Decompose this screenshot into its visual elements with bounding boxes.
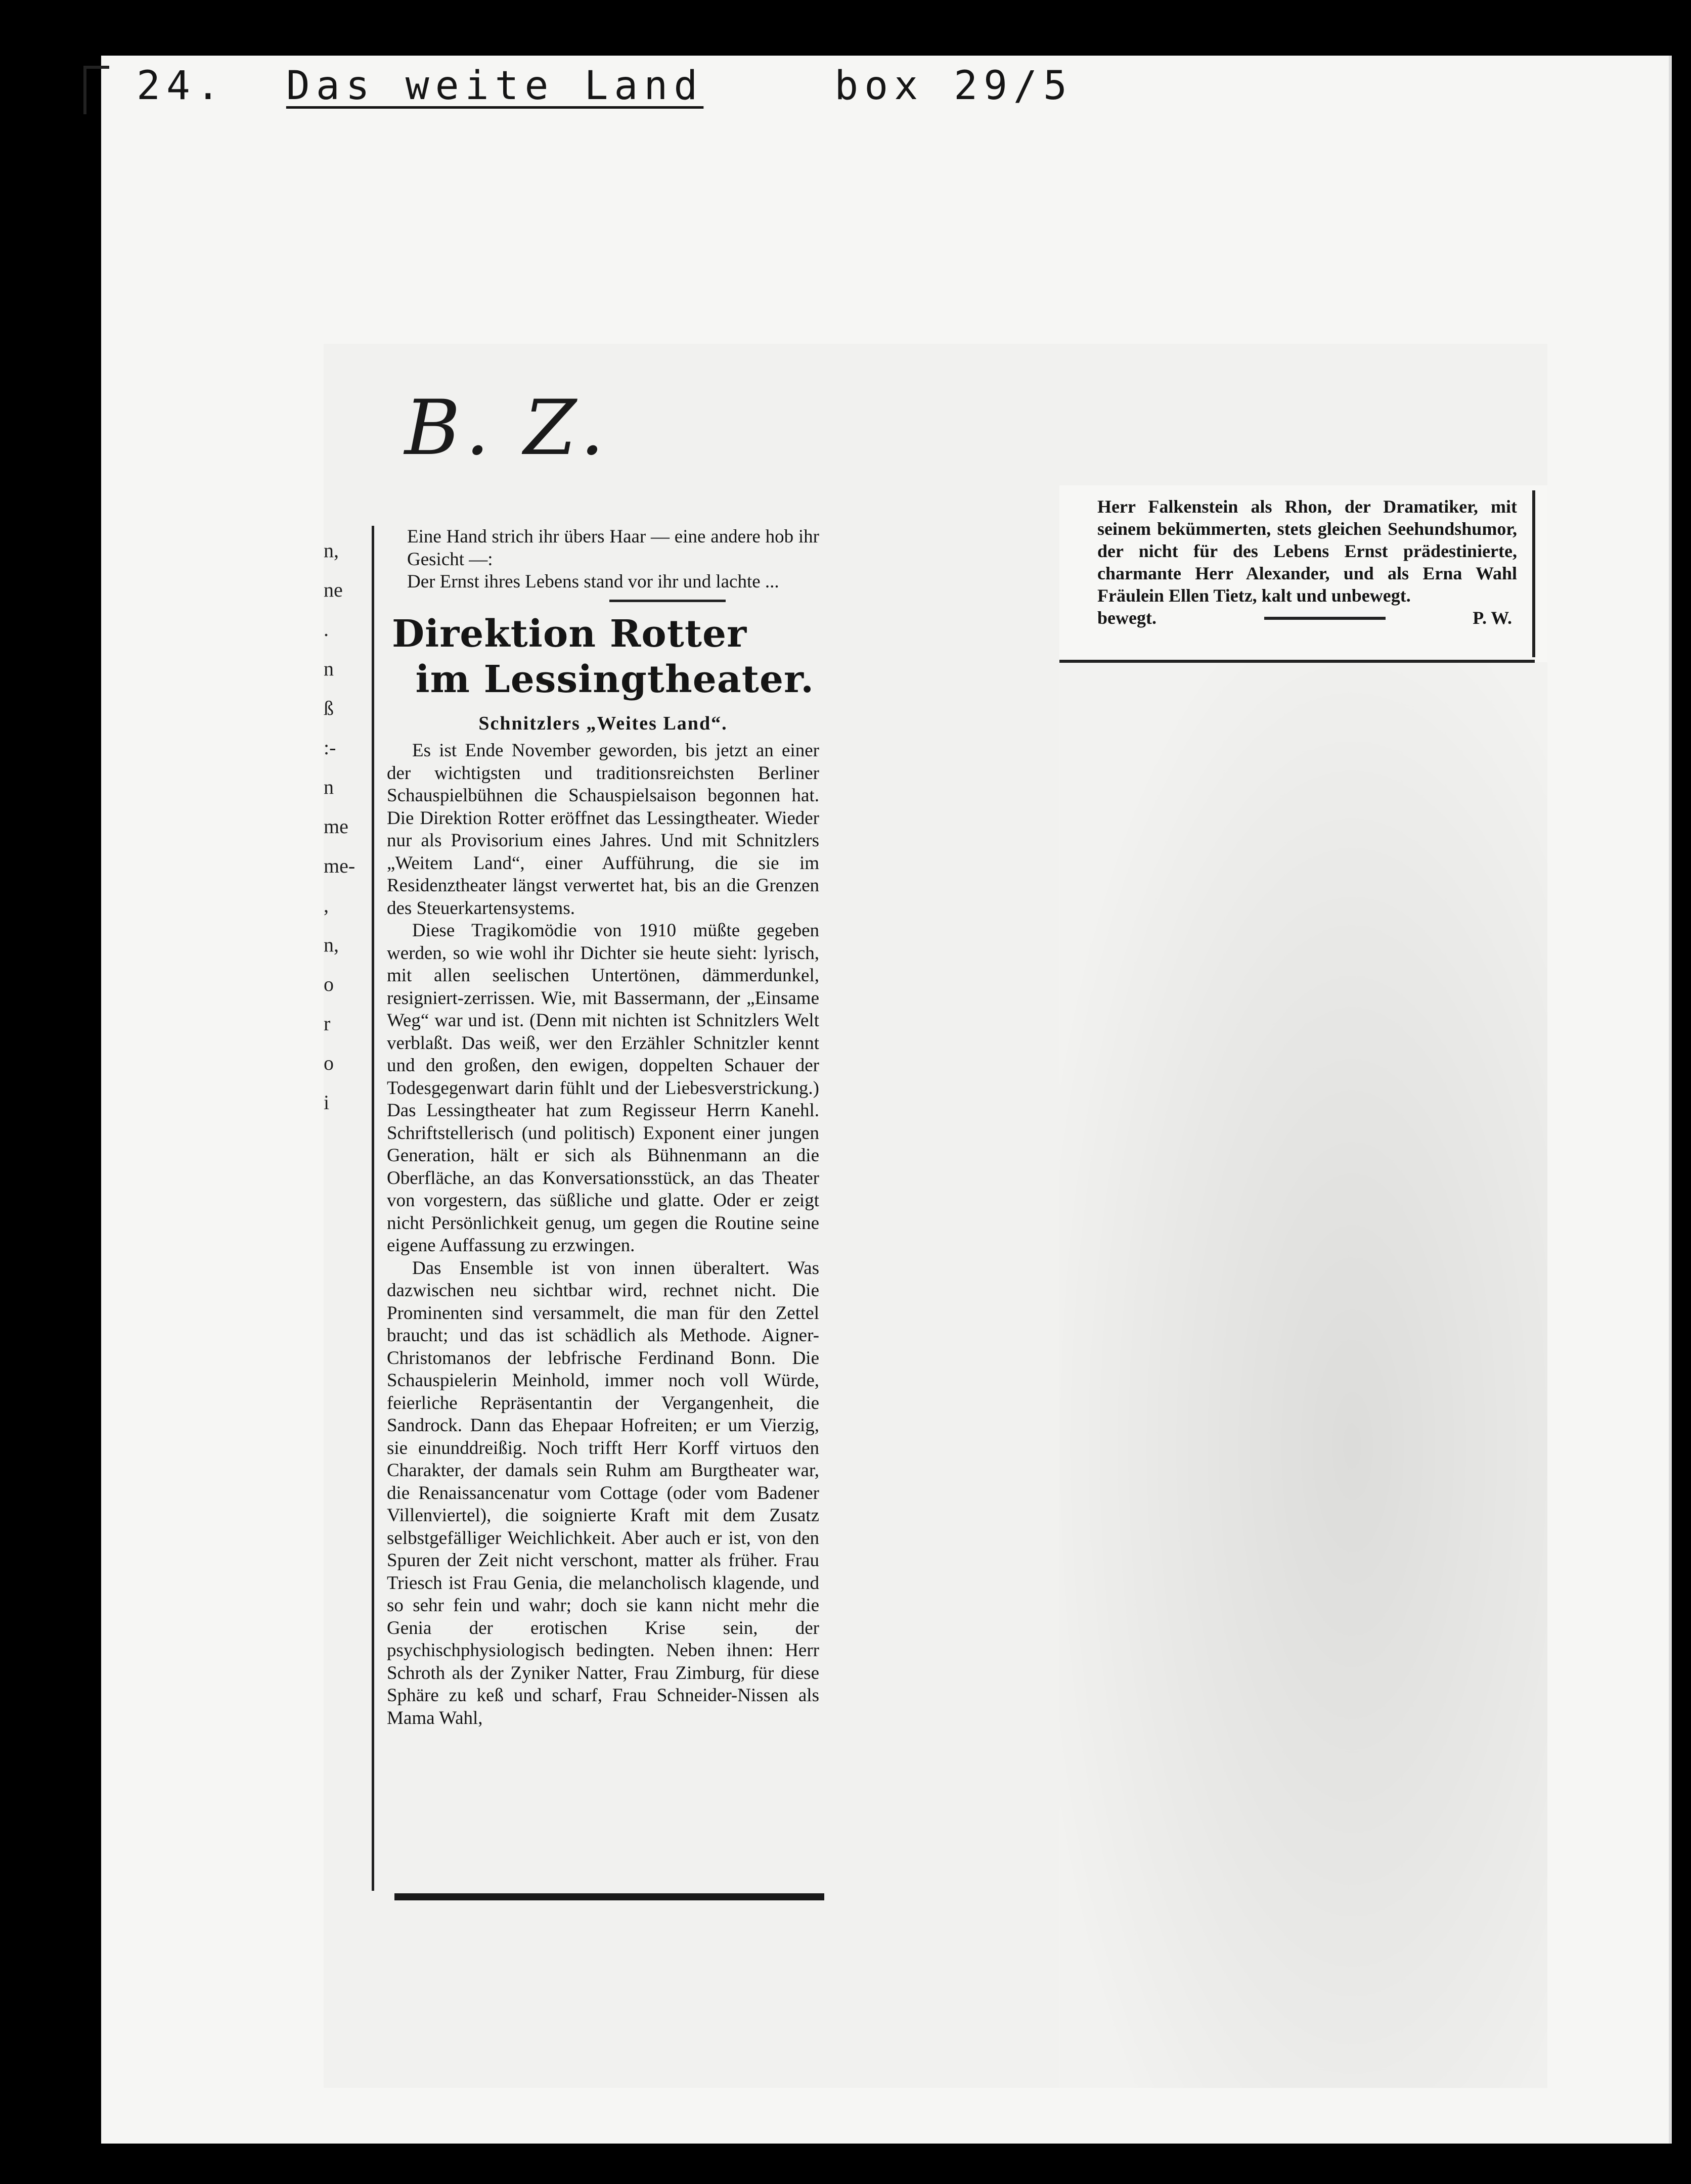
card-number: 24. xyxy=(137,63,226,109)
edge-char: me- xyxy=(324,854,355,877)
edge-char: :- xyxy=(324,736,336,759)
card-header xyxy=(137,63,1073,109)
article-end-rule xyxy=(394,1893,824,1900)
article-paragraph: Es ist Ende November geworden, bis jetzt an einer der wichtigsten und traditionsreichsten Berliner Schauspielbühnen die Schauspielsaison begonnen hat. Die Direktion Rotter eröffnet das Lessingtheater. Wieder nur als Provisorium eines Jahres. Und mit Schnitzlers „Weitem Land“, einer Aufführung, die sie im Residenztheater längst verwertet hat, bis an die Grenzen des Steuerkartensystems. xyxy=(387,740,819,919)
edge-char: n, xyxy=(324,933,339,956)
edge-char: . xyxy=(324,618,329,641)
edge-char: r xyxy=(324,1012,331,1035)
headline-line-1: Direktion Rotter xyxy=(392,612,747,656)
article-continuation xyxy=(1077,490,1535,657)
article-headline xyxy=(387,611,819,702)
article-quote xyxy=(387,526,819,594)
edge-char: o xyxy=(324,1052,334,1074)
signature-rule xyxy=(1264,617,1386,620)
left-edge-fragment xyxy=(324,531,354,1122)
newspaper-article xyxy=(372,526,819,1891)
quote-line: Eine Hand strich ihr übers Haar — eine andere hob ihr Gesicht —: xyxy=(407,526,819,570)
continuation-tail: bewegt. xyxy=(1097,608,1156,628)
box-label: box 29/5 xyxy=(834,63,1073,109)
fragment-bottom-rule xyxy=(1059,660,1535,663)
continuation-text: Herr Falkenstein als Rhon, der Dramatiker, mit seinem bekümmerten, stets gleichen Seehundshumor, der nicht für des Lebens Ernst prädestinierte, charmante Herr Alexander, und als Erna Wahl Fräulein Ellen Tietz, kalt und unbewegt. xyxy=(1097,496,1517,606)
edge-char: n xyxy=(324,657,334,680)
corner-bracket xyxy=(83,66,109,114)
author-signature: P. W. xyxy=(1473,608,1512,628)
divider-rule xyxy=(609,600,726,602)
edge-char: n xyxy=(324,776,334,798)
edge-char: , xyxy=(324,894,329,917)
quote-line: Der Ernst ihres Lebens stand vor ihr und lachte ... xyxy=(407,571,779,592)
clipping-right-paper xyxy=(1059,662,1547,2088)
headline-line-2: im Lessingtheater. xyxy=(415,657,814,701)
handwritten-source-note: B. Z. xyxy=(405,384,609,472)
edge-char: i xyxy=(324,1091,330,1114)
article-paragraph: Diese Tragikomödie von 1910 müßte gegeben werden, so wie wohl ihr Dichter sie heute sieht: lyrisch, mit allen seelischen Untertönen, dämmerdunkel, resigniert-zerrissen. Wie, mit Bassermann, der „Einsame Weg“ war und ist. (Denn mit nichten ist Schnitzlers Welt verblaßt. Das weiß, wer den Erzähler Schnitzler kennt und den großen, den ewigen, doppelten Schauer der Todesgegenwart darin fühlt und der Liebesverstrickung.) Das Lessingtheater hat zum Regisseur Herrn Kanehl. Schriftstellerisch (und politisch) Exponent einer jungen Generation, hält er sich als Bühnenmann an die Oberfläche, an das Konversationsstück, an das Theater von vorgestern, das süßliche und glatte. Oder er zeigt nicht Persönlichkeit genug, um gegen die Routine seine eigene Auffassung zu erzwingen. xyxy=(387,920,819,1256)
signature-row xyxy=(1097,607,1517,632)
card-edge xyxy=(1669,56,1672,2144)
edge-char: me xyxy=(324,815,348,838)
article-subhead: Schnitzlers „Weites Land“. xyxy=(478,712,728,734)
edge-char: ß xyxy=(324,697,334,719)
article-paragraph: Das Ensemble ist von innen überaltert. Was dazwischen neu sichtbar wird, rechnet nicht. Die Prominenten sind versammelt, die man für den Zettel braucht; und das ist schädlich als Methode. Aigner-Christomanos der lebfrische Ferdinand Bonn. Die Schauspielerin Meinhold, immer noch voll Würde, feierliche Repräsentantin der Vergangenheit, die Sandrock. Dann das Ehepaar Hofreiten; er um Vierzig, sie einunddreißig. Noch trifft Herr Korff virtuos den Charakter, der damals sein Ruhm am Burgtheater war, die Renaissancenatur vom Cottage (oder vom Badener Villenviertel), die soignierte Kraft mit dem Zusatz selbstgefälliger Weichlichkeit. Aber auch er ist, von den Spuren der Zeit nicht verschont, matter als früher. Frau Triesch ist Frau Genia, die melancholisch klagende, und so sehr fein und wahr; doch sie kann nicht mehr die Genia der erotischen Krise sein, der psychischphysiologisch bedingten. Neben ihnen: Herr Schroth als der Zyniker Natter, Frau Zimburg, für diese Sphäre zu keß und scharf, Frau Schneider-Nissen als Mama Wahl, xyxy=(387,1257,819,1728)
edge-char: o xyxy=(324,973,334,995)
edge-char: n, xyxy=(324,539,339,562)
card-title: Das weite Land xyxy=(286,63,704,109)
edge-char: ne xyxy=(324,578,343,601)
